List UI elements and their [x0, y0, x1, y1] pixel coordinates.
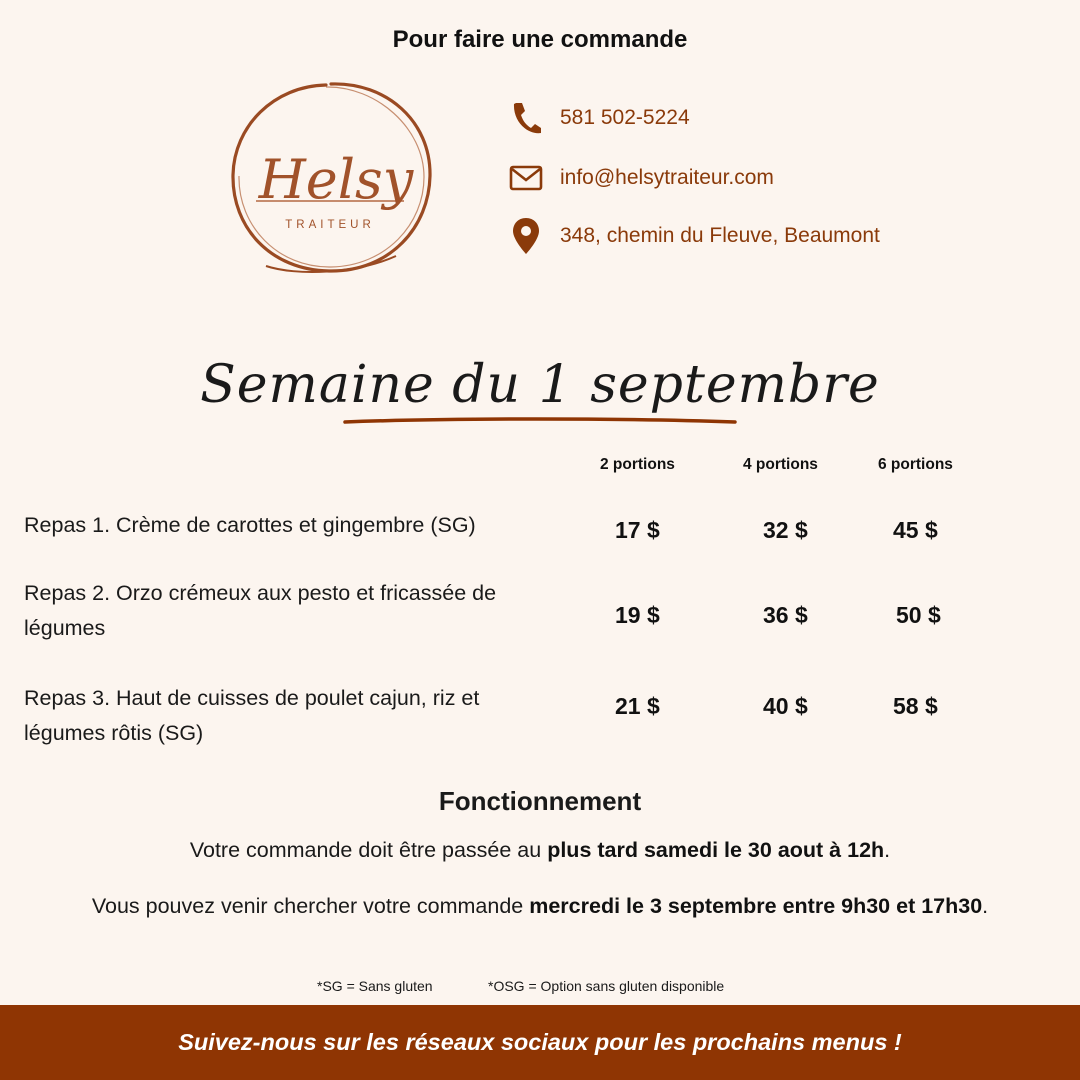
- email-text[interactable]: info@helsytraiteur.com: [560, 166, 774, 189]
- phone-icon: [508, 100, 544, 136]
- header-4-portions: 4 portions: [743, 456, 818, 473]
- meal-1-price-4: 32 $: [763, 517, 808, 543]
- helsy-logo: [226, 76, 436, 276]
- location-pin-icon: [508, 218, 544, 254]
- contact-address-row: [508, 218, 880, 254]
- footnote-sg: *SG = Sans gluten: [317, 978, 433, 994]
- mail-icon: [508, 160, 544, 196]
- order-deadline-text: Votre commande doit être passée au plus tard samedi le 30 aout à 12h.: [189, 838, 891, 862]
- meal-3-price-6: 58 $: [893, 693, 938, 719]
- pickup-text: Vous pouvez venir chercher votre commande mercredi le 3 septembre entre 9h30 et 17h30.: [91, 894, 989, 918]
- order-title: Pour faire une commande: [392, 26, 688, 53]
- footnote-osg: *OSG = Option sans gluten disponible: [488, 978, 725, 994]
- header-2-portions: 2 portions: [600, 456, 675, 473]
- meal-1-price-6: 45 $: [893, 517, 938, 543]
- phone-text[interactable]: 581 502-5224: [560, 106, 690, 129]
- social-banner-text: Suivez-nous sur les réseaux sociaux pour les prochains menus !: [178, 1029, 902, 1055]
- social-banner: [0, 1005, 1080, 1080]
- logo-name: Helsy: [258, 148, 414, 211]
- meal-3-price-2: 21 $: [615, 693, 660, 719]
- contact-phone-row: [508, 100, 690, 136]
- address-text[interactable]: 348, chemin du Fleuve, Beaumont: [560, 224, 880, 247]
- meal-3-price-4: 40 $: [763, 693, 808, 719]
- meal-2-name: Repas 2. Orzo crémeux aux pesto et fricassée de légumes: [24, 581, 497, 640]
- meal-2-price-2: 19 $: [615, 602, 660, 628]
- meal-3-name: Repas 3. Haut de cuisses de poulet cajun, riz et légumes rôtis (SG): [24, 686, 480, 745]
- meal-2-price-6: 50 $: [896, 602, 941, 628]
- svg-text:Semaine du 1 septembre: Semaine du 1 septembre: [200, 355, 880, 415]
- week-title: [0, 330, 1080, 440]
- logo-subtitle: TRAITEUR: [285, 219, 375, 231]
- header-6-portions: 6 portions: [878, 456, 953, 473]
- meal-1-name: Repas 1. Crème de carottes et gingembre (SG): [24, 513, 476, 537]
- fonctionnement-title: Fonctionnement: [438, 786, 642, 816]
- meal-2-price-4: 36 $: [763, 602, 808, 628]
- meal-1-price-2: 17 $: [615, 517, 660, 543]
- contact-email-row: [508, 160, 774, 196]
